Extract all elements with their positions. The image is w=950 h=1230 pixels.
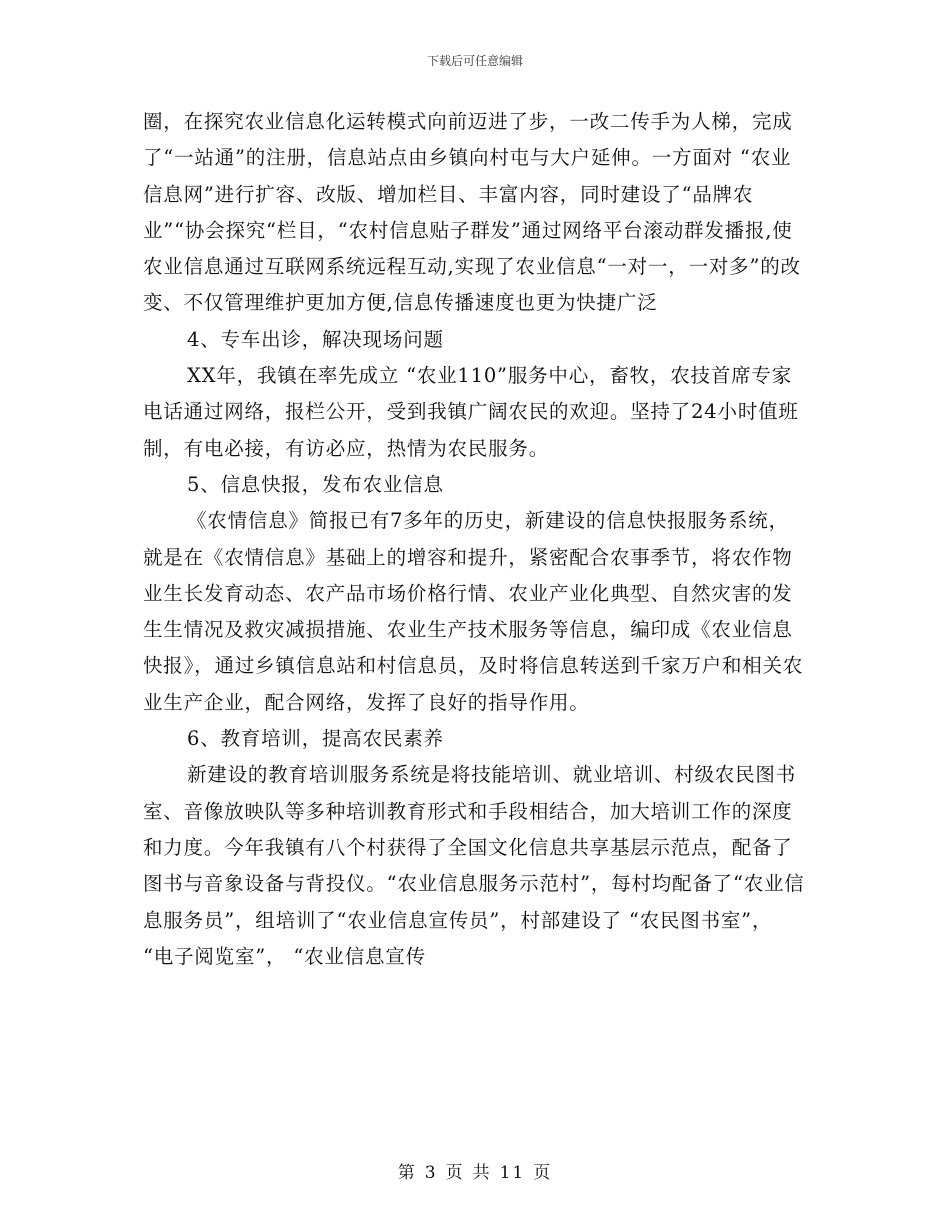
footer-suffix: 页 [533,1163,553,1183]
section-heading: 5、信息快报，发布农业信息 [187,472,444,496]
footer-page-word: 页 [445,1163,465,1183]
footer-total-word: 共 [472,1163,492,1183]
current-page-number: 3 [424,1163,438,1183]
total-pages-number: 11 [499,1163,526,1183]
document-body [143,104,807,975]
paragraph: 新建设的教育培训服务系统是将技能培训、就业培训、村级农民图书室、音像放映队等多种培训教育形式和手段相结合，加大培训工作的深度和力度。今年我镇有八个村获得了全国文化信息共享基层示范点，配备了图书与音象设备与背投仪。“农业信息服务示范村”，每村均配备了“农业信息服务员”，组培训了“农业信息宣传员”，村部建设了 “农民图书室”， “电子阅览室”， “农业信息宣传 [143,763,805,968]
footer-prefix: 第 [397,1163,417,1183]
page-header: 下载后可任意编辑 [426,54,523,68]
section-heading: 4、专车出诊，解决现场问题 [187,327,444,351]
section-heading: 6、教育培训，提高农民素养 [187,727,444,751]
page-footer [0,1158,950,1183]
paragraph: 《农情信息》简报已有7多年的历史，新建设的信息快报服务系统，就是在《农情信息》基础上的增容和提升，紧密配合农事季节，将农作物业生长发育动态、农产品市场价格行情、农业产业化典型、自然灾害的发生生情况及救灾减损措施、农业生产技术服务等信息，编印成《农业信息快报》，通过乡镇信息站和村信息员，及时将信息转送到千家万户和相关农业生产企业，配合网络，发挥了良好的指导作用。 [143,509,804,714]
paragraph: XX年，我镇在率先成立 “农业110”服务中心，畜牧，农技首席专家电话通过网络，报栏公开，受到我镇广阔农民的欢迎。坚持了24小时值班制，有电必接，有访必应，热情为农民服务。 [143,364,799,460]
paragraph: 圈，在探究农业信息化运转模式向前迈进了步，一改二传手为人梯，完成了“一站通”的注册，信息站点由乡镇向村屯与大户延伸。一方面对 “农业信息网”进行扩容、改版、增加栏目、丰富内容，同时建设了“品牌农业”“协会探究“栏目，“农村信息贴子群发”通过网络平台滚动群发播报,使农业信息通过互联网系统远程互动,实现了农业信息“一对一，一对多”的改变、不仅管理维护更加方便,信息传播速度也更为快捷广泛 [143,110,801,315]
